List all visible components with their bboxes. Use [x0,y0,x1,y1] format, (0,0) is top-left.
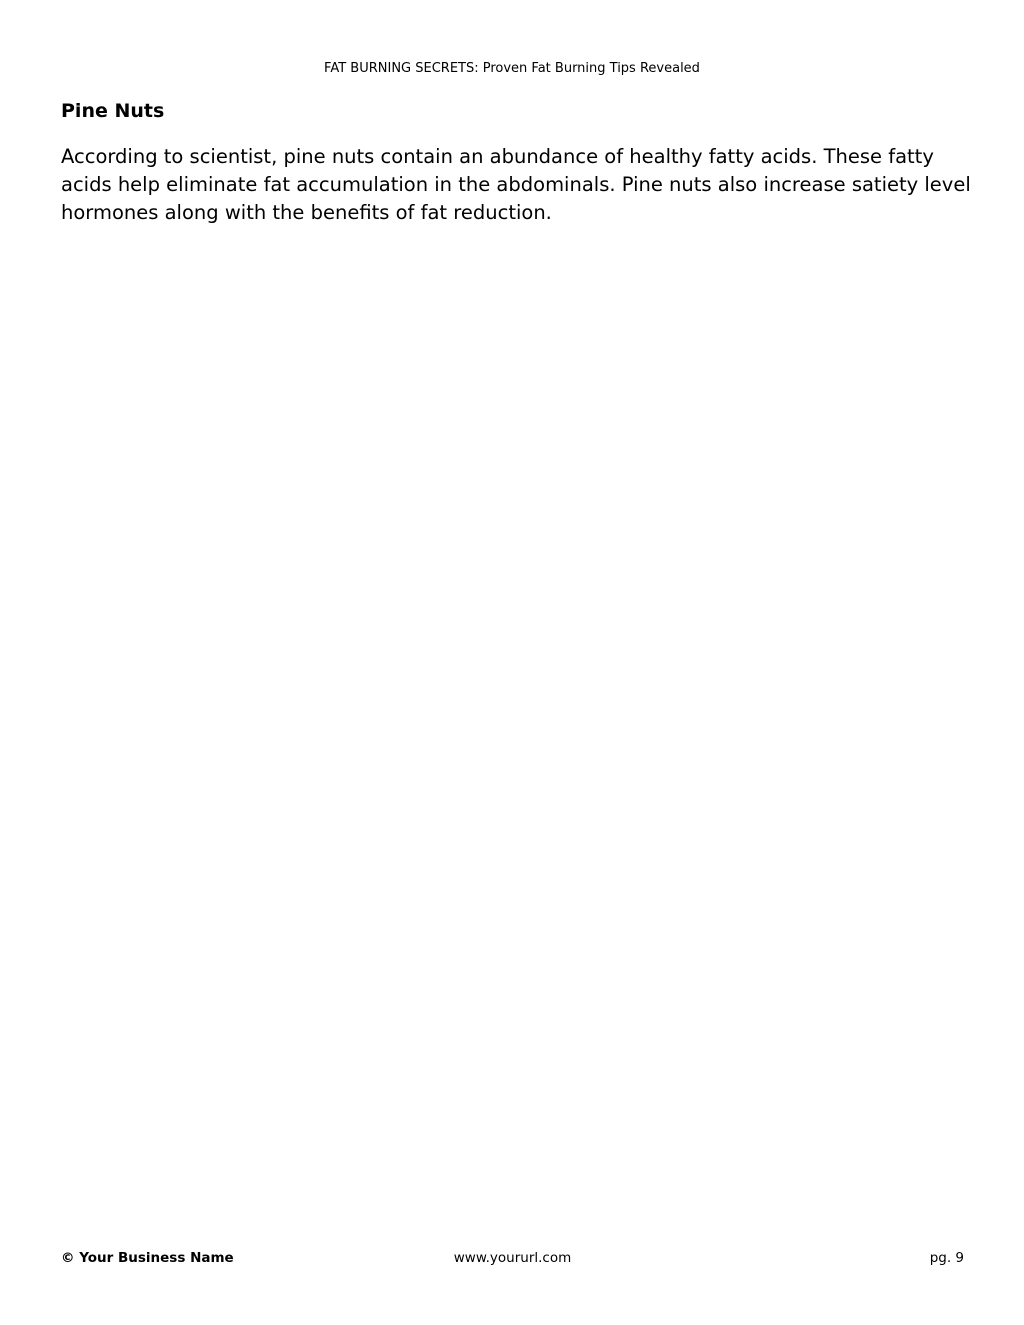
page-content [61,99,971,227]
body-paragraph: According to scientist, pine nuts contain an abundance of healthy fatty acids. These fatty acids help eliminate fat accumulation in the abdominals. Pine nuts also increase satiety level hormones along with the benefits of fat reduction. [61,145,971,224]
footer-url: www.yoururl.com [453,1250,572,1266]
footer-copyright: © Your Business Name [61,1250,234,1266]
section-heading: Pine Nuts [61,100,165,122]
running-header: FAT BURNING SECRETS: Proven Fat Burning Tips Revealed [324,61,700,76]
page-footer [61,1249,964,1267]
footer-page-number: pg. 9 [929,1250,964,1266]
